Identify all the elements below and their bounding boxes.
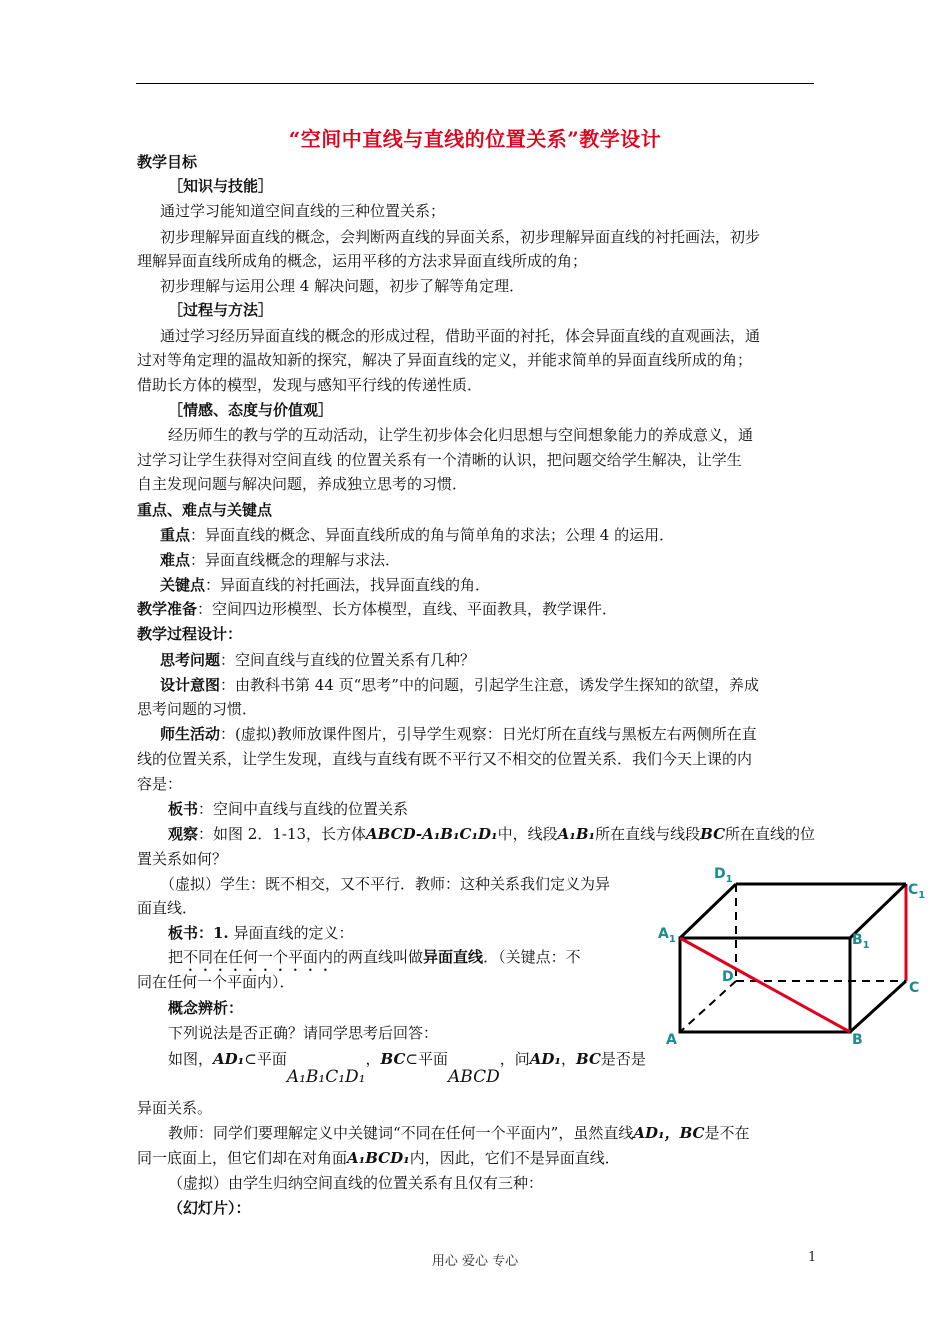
text: 平面 <box>256 1050 287 1068</box>
difficulty-line <box>160 550 400 570</box>
text: ：空间四边形模型、长方体模型，直线、平面教具，教学课件． <box>197 600 618 618</box>
text: 的两直线叫做 <box>333 948 424 966</box>
section-goals: 教学目标 <box>137 153 198 171</box>
text: 平面 <box>418 1050 449 1068</box>
label: 关键点 <box>160 576 206 594</box>
observe-line <box>168 824 815 844</box>
label: 难点 <box>160 551 191 569</box>
label-d1: $D_1$ <box>714 866 733 885</box>
text: 所在直线的位 <box>725 825 816 843</box>
plane-a1b1c1d1: A₁B₁C₁D₁ <box>286 1067 366 1087</box>
subset-symbol: ⊂ <box>244 1050 257 1068</box>
label-a1: $A_1$ <box>658 926 676 945</box>
cube-name: ABCD-A₁B₁C₁D₁ <box>366 825 498 843</box>
text: 同一底面上，但它们却在对角面 <box>137 1149 348 1167</box>
text: 是不在 <box>704 1124 750 1142</box>
para-line: 同在任何一个平面内）． <box>137 973 295 991</box>
critical-line <box>160 575 490 595</box>
section-emotion: ［情感、态度与价值观］ <box>168 401 334 419</box>
para-line: 异面关系。 <box>137 1099 213 1117</box>
para-line: 面直线． <box>137 899 198 917</box>
label: 重点 <box>160 526 191 544</box>
section-knowledge: ［知识与技能］ <box>168 177 274 195</box>
label: 思考问题 <box>160 651 221 669</box>
label-c1: $C_1$ <box>908 882 926 901</box>
para-line: 过学习让学生获得对空间直线 的位置关系有一个清晰的认识，把问题交给学生解决，让学生 <box>137 451 742 469</box>
para-line: 线的位置关系，让学生发现，直线与直线有既不平行又不相交的位置关系．我们今天上课的内 <box>137 750 753 768</box>
text: 教师：同学们要理解定义中关键词“不同在任何一个平面内”，虽然直线 <box>168 1124 634 1142</box>
board-line <box>168 799 408 819</box>
plane-a1bcd1: A₁BCD₁ <box>347 1149 410 1167</box>
line-bc: ，BC <box>664 1124 705 1142</box>
section-process: ［过程与方法］ <box>168 301 274 319</box>
plane-abcd: ABCD <box>448 1067 500 1087</box>
para-line: 自主发现问题与解决问题，养成独立思考的习惯． <box>137 475 468 493</box>
board-line-2 <box>168 923 353 943</box>
edge-da <box>680 981 736 1032</box>
think-line <box>160 650 475 670</box>
label-c: C <box>909 980 920 996</box>
teacher-line <box>168 1123 749 1143</box>
key-point-line <box>160 525 674 545</box>
para-line: 通过学习能知道空间直线的三种位置关系； <box>160 202 446 220</box>
page-footer: 用心 爱心 专心 <box>431 1254 519 1269</box>
line-ad1: AD₁ <box>633 1124 665 1142</box>
edge-bc <box>850 981 906 1032</box>
label: 板书 <box>168 800 199 818</box>
text: ：空间直线与直线的位置关系有几种？ <box>220 651 476 669</box>
text: 异面直线的定义： <box>228 924 354 942</box>
label-b1: $B_1$ <box>852 932 870 951</box>
text: ：异面直线概念的理解与求法． <box>190 551 401 569</box>
header-rule <box>136 83 814 84</box>
edge-a1d1 <box>680 884 736 938</box>
para-line: 理解异面直线所成角的概念，运用平移的方法求异面直线所成的角； <box>137 252 588 270</box>
label: 教学准备 <box>137 600 198 618</box>
text: ：如图 2．1-13，长方体 <box>198 825 367 843</box>
label-b: B <box>852 1032 863 1048</box>
text: ：异面直线的衬托画法，找异面直线的角． <box>205 576 491 594</box>
para-line: 下列说法是否正确？请同学思考后回答： <box>168 1024 439 1042</box>
label: 师生活动 <box>160 725 221 743</box>
text: ：异面直线的概念、异面直线所成的角与简单角的求法；公理 4 的运用． <box>190 526 675 544</box>
segment-bc: BC <box>700 825 726 843</box>
label: 板书：1. <box>168 924 229 942</box>
activity-line <box>160 724 757 744</box>
document-title: “空间中直线与直线的位置关系”教学设计 <box>288 127 662 151</box>
text: 把 <box>168 948 184 966</box>
para-line: 初步理解与运用公理 4 解决问题，初步了解等角定理． <box>160 277 525 295</box>
para-line: 经历师生的教与学的互动活动，让学生初步体会化归思想与空间想象能力的养成意义，通 <box>168 426 754 444</box>
question-line <box>168 1049 646 1087</box>
slide-label: （幻灯片）： <box>168 1199 251 1217</box>
text: ．（关键点：不 <box>483 948 581 966</box>
subset-symbol: ⊂ <box>405 1050 418 1068</box>
intent-line <box>160 675 759 695</box>
prep-line <box>137 599 617 619</box>
definition-line <box>168 947 581 975</box>
para-line: 通过学习经历异面直线的概念的形成过程，借助平面的衬托，体会异面直线的直观画法，通 <box>160 327 761 345</box>
segment-a1b1: A₁B₁ <box>557 825 596 843</box>
para-line: （虚拟）学生：既不相交，又不平行．教师：这种关系我们定义为异 <box>160 875 611 893</box>
para-line: 初步理解异面直线的概念，会判断两直线的异面关系，初步理解异面直线的衬托画法，初步 <box>160 228 761 246</box>
line-bc: BC <box>576 1050 601 1068</box>
label: 观察 <box>168 825 199 843</box>
text: 所在直线与线段 <box>595 825 701 843</box>
page-number: 1 <box>808 1250 817 1265</box>
para-line: 借助长方体的模型，发现与感知平行线的传递性质． <box>137 376 483 394</box>
text: 内，因此，它们不是异面直线． <box>409 1149 620 1167</box>
text: ：由教科书第 44 页“思考”中的问题，引起学生注意，诱发学生探知的欲望，养成 <box>220 676 759 694</box>
text: 如图， <box>168 1050 214 1068</box>
text: ：(虚拟)教师放课件图片，引导学生观察：日光灯所在直线与黑板左右两侧所在直 <box>220 725 757 743</box>
text: ，问 <box>499 1050 530 1068</box>
para-line: 容是： <box>137 775 183 793</box>
label-d: D <box>722 969 734 985</box>
para-line: 过对等角定理的温故知新的探究，解决了异面直线的定义，并能求简单的异面直线所成的角； <box>137 351 753 369</box>
concept-check-heading: 概念辨析： <box>168 999 244 1017</box>
text: 是否是 <box>600 1050 646 1068</box>
diagonal-a1b <box>680 938 850 1032</box>
line-ad1: AD₁ <box>213 1050 245 1068</box>
label: 设计意图 <box>160 676 221 694</box>
teacher-line-2 <box>137 1148 620 1168</box>
line-bc: BC <box>380 1050 406 1068</box>
label-a: A <box>666 1032 677 1048</box>
line-ad1: AD₁ <box>529 1050 561 1068</box>
para-line: 思考问题的习惯． <box>137 700 258 718</box>
emphasis-text: 不同在任何一个平面内 <box>183 948 334 966</box>
para-line: （虚拟）由学生归纳空间直线的位置关系有且仅有三种： <box>168 1174 544 1192</box>
term: 异面直线 <box>423 948 484 966</box>
section-key: 重点、难点与关键点 <box>137 501 273 519</box>
text: 中，线段 <box>497 825 558 843</box>
cuboid-figure <box>652 858 942 1058</box>
para-line: 置关系如何？ <box>137 850 228 868</box>
section-process-design: 教学过程设计： <box>137 625 243 643</box>
text: ， <box>365 1050 381 1068</box>
text: ， <box>560 1050 576 1068</box>
text: ：空间中直线与直线的位置关系 <box>198 800 409 818</box>
edge-b1c1 <box>850 884 906 938</box>
